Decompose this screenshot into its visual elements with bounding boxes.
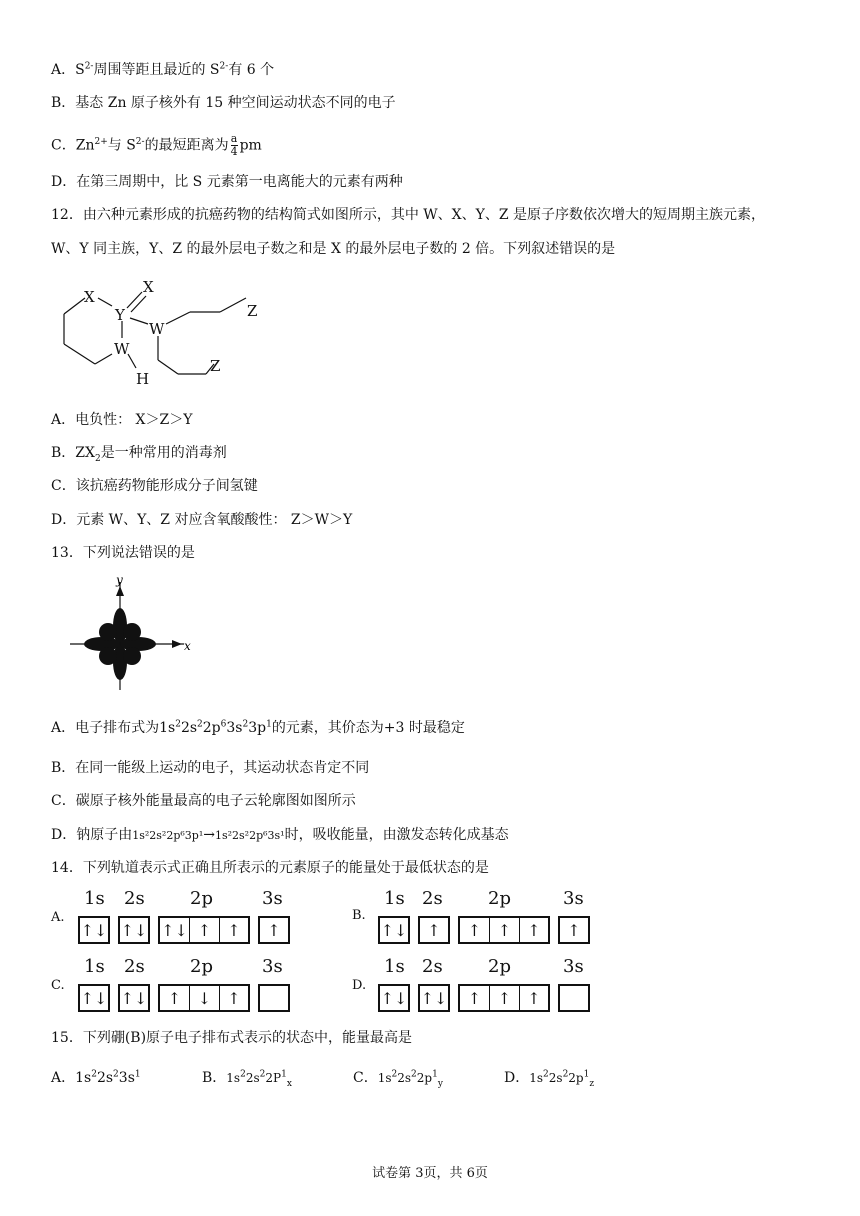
axis-y-label: y (116, 574, 123, 587)
fraction-a-over-4: $\frac{a}{4}$ (230, 132, 238, 158)
orbital-3s: ↑ (258, 916, 290, 944)
q13-option-b: B．在同一能级上运动的电子，其运动状态肯定不同 (51, 760, 370, 776)
q15-option-d: D．$1s^22s^22p^1_z$ (504, 1069, 595, 1089)
q13-option-d: D．钠原子由1s²2s²2p⁶3p¹→1s²2s²2p⁶3s¹时，吸收能量，由激发态转化成基态 (51, 827, 509, 843)
q13-stem: 13．下列说法错误的是 (51, 545, 195, 561)
q11-option-d: D．在第三周期中，比 S 元素第一电离能大的元素有两种 (51, 174, 403, 190)
struct-atom-x-double: X (143, 278, 154, 296)
q12-option-b: B．$ZX_2$是一种常用的消毒剂 (51, 445, 227, 464)
page-footer: 试卷第 3页，共 6页 (372, 1166, 488, 1181)
q12-stem-line1: 12．由六种元素形成的抗癌药物的结构简式如图所示，其中 W、X、Y、Z 是原子序数依次增大的短周期主族元素， (51, 207, 766, 223)
q11-option-b: B．基态 Zn 原子核外有 15 种空间运动状态不同的电子 (51, 95, 396, 111)
orbital-2s: ↑↓ (118, 916, 150, 944)
q12-option-a: A．电负性： X＞Z＞Y (51, 412, 193, 428)
struct-atom-z1: Z (247, 302, 258, 320)
q15-option-c: C．$1s^22s^22p^1_y$ (353, 1069, 443, 1089)
struct-atom-y: Y (115, 306, 125, 324)
axis-x-label: x (184, 639, 191, 653)
orbital-2p: ↑↓ ↑ ↑ (158, 916, 250, 944)
struct-atom-h: H (136, 370, 150, 388)
q11-option-c: C．$Zn^{2+}$与 $S^{2-}$的最短距离为 $\frac{a}{4}$ pm (51, 132, 262, 158)
struct-atom-w-ring: W (114, 340, 130, 358)
q13-option-a: A．电子排布式为$1s^22s^22p^63s^23p^1$的元素，其价态为+3 时最稳定 (51, 719, 465, 736)
q12-option-d: D．元素 W、Y、Z 对应含氧酸酸性： Z＞W＞Y (51, 512, 353, 528)
struct-atom-z2: Z (210, 357, 221, 375)
q11-option-a: A．$S^{2-}$周围等距且最近的 $S^{2-}$有 6 个 (51, 61, 275, 78)
struct-atom-x-ring: X (84, 288, 95, 306)
orbital-1s: ↑↓ (78, 916, 110, 944)
q15-option-a: A．$1s^22s^23s^1$ (51, 1069, 141, 1086)
q15-option-b: B．$1s^22s^22P^1_x$ (202, 1069, 292, 1089)
q12-stem-line2: W、Y 同主族，Y、Z 的最外层电子数之和是 X 的最外层电子数的 2 倍。下列叙述错误的是 (51, 241, 616, 257)
q15-stem: 15．下列硼(B)原子电子排布式表示的状态中，能量最高是 (51, 1030, 413, 1046)
struct-atom-w-side: W (149, 320, 165, 338)
q12-option-c: C．该抗癌药物能形成分子间氢键 (51, 478, 258, 494)
q12-structure-diagram (50, 276, 280, 396)
q13-option-c: C．碳原子核外能量最高的电子云轮廓图如图所示 (51, 793, 356, 809)
q14-stem: 14．下列轨道表示式正确且所表示的元素原子的能量处于最低状态的是 (51, 860, 489, 876)
p-orbital-diagram (66, 574, 196, 694)
